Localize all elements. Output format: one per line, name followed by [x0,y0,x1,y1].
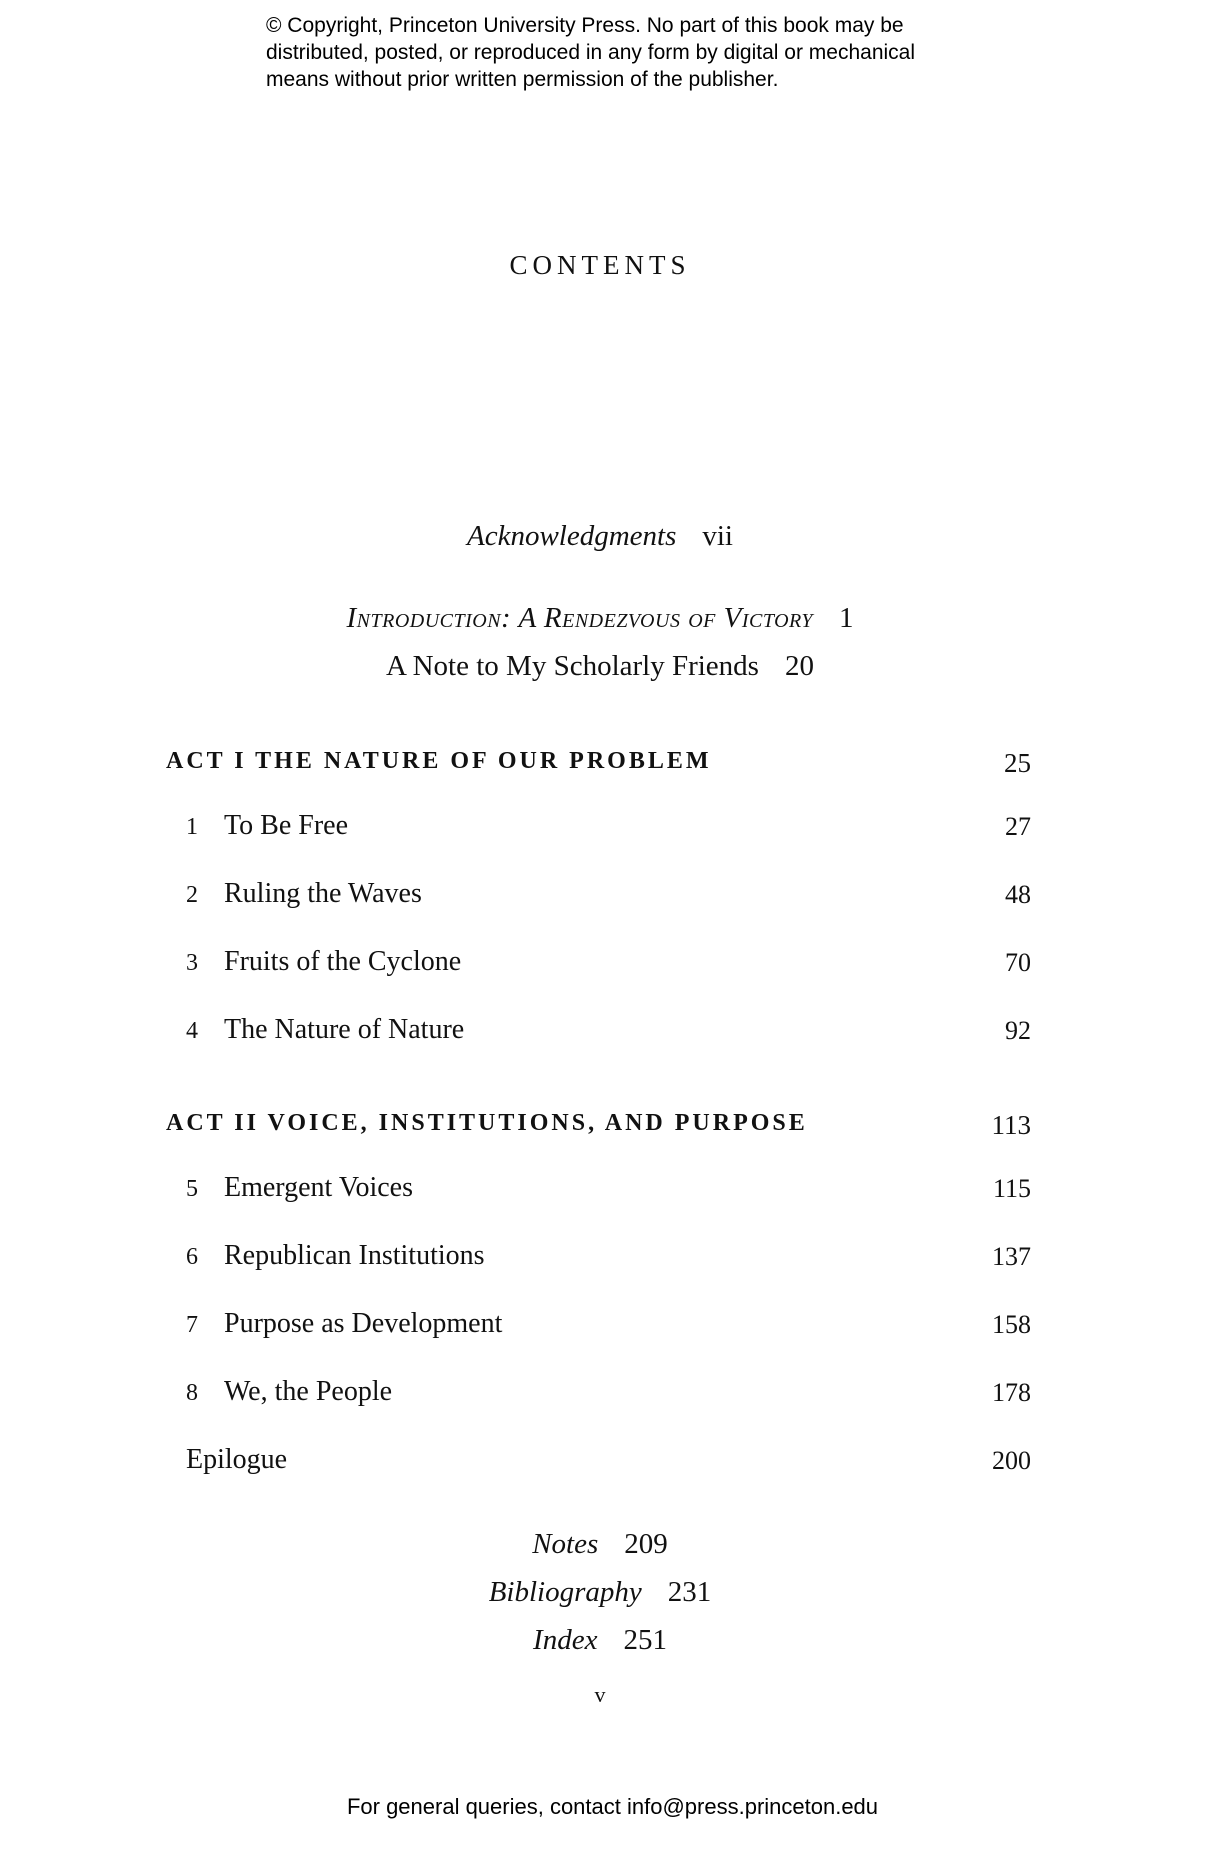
chapter-page: 48 [1005,880,1031,909]
chapter-title: The Nature of Nature [224,1014,465,1045]
copyright-notice [266,12,1026,93]
copyright-line: © Copyright, Princeton University Press. No part of this book may be [266,14,904,37]
toc-entry-notes[interactable] [0,1528,1200,1561]
part-title: ACT I THE NATURE OF OUR PROBLEM [166,748,712,774]
entry-page: vii [702,520,733,552]
toc-entry-index[interactable] [0,1624,1200,1657]
part-heading-act-1[interactable] [166,748,1031,782]
chapter-title: Purpose as Development [224,1308,503,1339]
chapter-title: Epilogue [186,1444,288,1475]
chapter-page: 115 [992,1174,1031,1203]
chapter-number: 8 [186,1380,198,1406]
entry-page: 209 [624,1528,668,1560]
chapter-number: 4 [186,1018,198,1044]
chapter-number: 6 [186,1244,198,1270]
chapter-number: 2 [186,882,198,908]
toc-entry-introduction[interactable] [0,602,1200,635]
chapter-number: 7 [186,1312,198,1338]
entry-page: 20 [784,650,814,682]
part-heading-act-2[interactable] [166,1110,1031,1144]
chapter-number: 3 [186,950,198,976]
chapter-page: 70 [1005,948,1031,977]
chapter-title: Republican Institutions [224,1240,485,1271]
entry-label: Index [533,1624,598,1656]
chapter-page: 200 [992,1446,1031,1475]
toc-entry-acknowledgments[interactable] [0,520,1200,553]
entry-page: 231 [667,1576,712,1608]
toc-entry-bibliography[interactable] [0,1576,1200,1609]
toc-chapter[interactable] [166,1172,1031,1210]
part-page: 25 [1004,748,1031,778]
chapter-number: 5 [186,1176,198,1202]
chapter-title: Emergent Voices [224,1172,413,1203]
entry-page: 251 [623,1624,667,1656]
toc-chapter[interactable] [166,1014,1031,1052]
chapter-title: To Be Free [224,810,349,841]
part-page: 113 [991,1110,1031,1140]
chapter-title: Ruling the Waves [224,878,422,909]
chapter-title: Fruits of the Cyclone [224,946,462,977]
copyright-line: means without prior written permission of the publisher. [266,68,779,91]
toc-chapter[interactable] [166,810,1031,848]
entry-label: A Note to My Scholarly Friends [386,650,759,682]
toc-epilogue[interactable] [166,1444,1031,1482]
toc-chapter[interactable] [166,878,1031,916]
copyright-line: distributed, posted, or reproduced in any form by digital or mechanical [266,41,916,64]
toc-entry-note[interactable] [0,650,1200,683]
chapter-page: 27 [1005,812,1031,841]
footer-contact: For general queries, contact info@press.princeton.edu [346,1794,879,1819]
toc-chapter[interactable] [166,1376,1031,1414]
contents-heading: CONTENTS [509,250,691,280]
chapter-page: 158 [992,1310,1031,1339]
chapter-page: 92 [1005,1016,1031,1045]
toc-chapter[interactable] [166,1308,1031,1346]
chapter-page: 178 [992,1378,1031,1407]
entry-label: Bibliography [488,1576,642,1608]
page-number: v [594,1682,606,1707]
chapter-title: We, the People [224,1376,393,1407]
toc-chapter[interactable] [166,946,1031,984]
chapter-number: 1 [186,814,198,840]
chapter-page: 137 [992,1242,1031,1271]
entry-page: 1 [839,602,854,634]
entry-label: Acknowledgments [466,520,677,552]
entry-label: Introduction: A Rendezvous of Victory [346,602,814,634]
entry-label: Notes [532,1528,599,1560]
toc-chapter[interactable] [166,1240,1031,1278]
part-title: ACT II VOICE, INSTITUTIONS, AND PURPOSE [166,1110,808,1136]
